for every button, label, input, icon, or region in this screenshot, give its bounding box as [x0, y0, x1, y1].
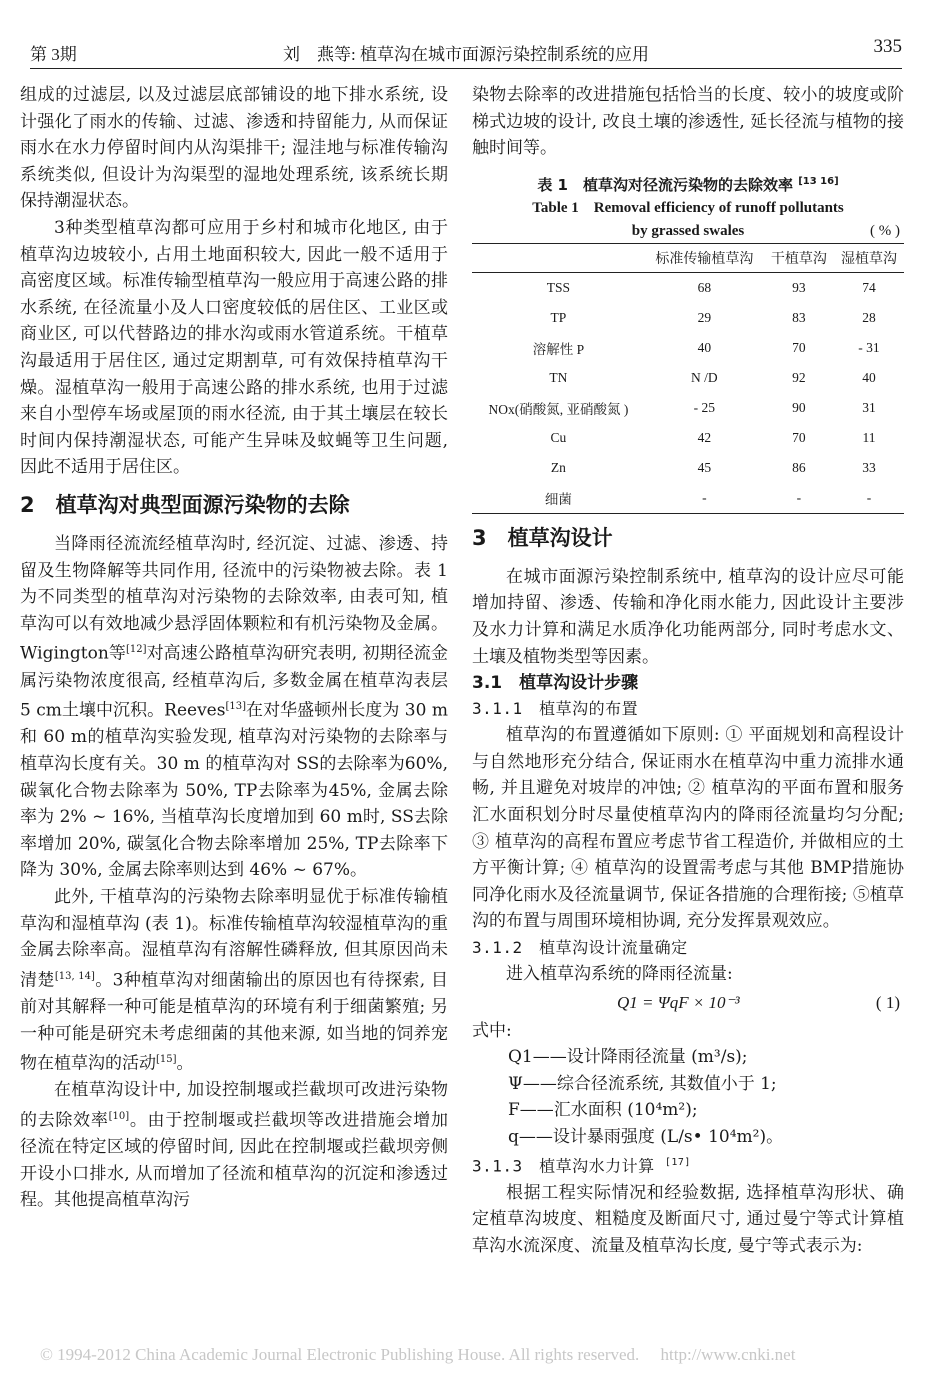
paragraph: 当降雨径流流经植草沟时, 经沉淀、过滤、渗透、持留及生物降解等共同作用, 径流中的污染物被去除。表 1为不同类型的植草沟对污染物的去除效率, 由表可知, 植草沟可以有效地减少悬浮固体颗粒和有机污染物及金属。Wigington等[12]对高速公路植草沟研究表明, 初期径流金属污染物浓度很高, 经植草沟后, 多数金属在植草沟表层 5 cm土壤中沉积。Reeves[13]在对华盛顿州长度为 30 m和 60 m的植草沟实验发现, 植草沟对污染物的去除率与植草沟长度有关。30 m 的植草沟对 SS的去除率为60%, 碳氧化合物去除率为 50%, TP去除率为45%, 金属去除率为 2% ~ 16%, 当植草沟长度增加到 60 m时, SS去除率增加 20%, 碳氢化合物去除率增加 25%, TP去除率下降为 30%, 金属去除率则达到 46% ~ 67%。 — [20, 533, 448, 881]
variable-definition: F——汇水面积 (10⁴m²); — [508, 1100, 698, 1121]
table-header-row — [472, 243, 904, 272]
running-title: 刘 燕等: 植草沟在城市面源污染控制系统的应用 — [283, 45, 649, 64]
table-unit: ( % ) — [870, 222, 900, 239]
citation: [12] — [125, 644, 147, 656]
paragraph: 植草沟的布置遵循如下原则: ① 平面规划和高程设计与自然地形充分结合, 保证雨水在植草沟中重力流排水通畅, 并且避免对坡岸的冲蚀; ② 植草沟的平面布置和服务汇水面积划分时尽量使植草沟内的降雨径流量均匀分配; ③ 植草沟的高程布置应考虑节省工程造价, 并做相应的土方平衡计算; ④ 植草沟的设置需考虑与其他 BMP措施协同净化雨水及径流量调节, 保证各措施的合理衔接; ⑤植草沟的布置与周围环境相协调, 充分发挥景观效应。 — [472, 725, 904, 932]
table-row: TP 29 83 28 — [550, 309, 876, 325]
citation: [15] — [156, 1054, 177, 1066]
variable-definition: q——设计暴雨强度 (L/s• 10⁴m²)。 — [508, 1126, 784, 1147]
table-caption-cn: 表 1 植草沟对径流污染物的去除效率 [13 16] — [537, 175, 839, 194]
right-column — [472, 82, 904, 1260]
removal-efficiency-table — [472, 243, 904, 514]
section-heading: 2 植草沟对典型面源污染物的去除 — [20, 492, 350, 517]
issue-label: 第 3期 — [30, 45, 77, 64]
page-number: 335 — [873, 36, 902, 57]
subsubsection-heading: 3.1.3 植草沟水力计算 [17] — [472, 1156, 691, 1176]
table-row: NOx(硝酸氮, 亚硝酸氮 ) - 25 90 31 — [488, 399, 876, 417]
column-header: 标准传输植草沟 — [655, 250, 754, 267]
citation: [10] — [108, 1111, 130, 1122]
subsubsection-heading: 3.1.2 植草沟设计流量确定 — [472, 937, 688, 957]
paragraph: 根据工程实际情况和经验数据, 选择植草沟形状、确定植草沟坡度、粗糙度及断面尺寸, 通过曼宁等式计算植草沟水流深度、流量及植草沟长度, 曼宁等式表示为: — [472, 1182, 904, 1256]
table-caption-en-2: by grassed swales ( % ) — [472, 219, 904, 243]
table-row: 溶解性 P 40 70 - 31 — [532, 339, 880, 357]
paragraph: 组成的过滤层, 以及过滤层底部铺设的地下排水系统, 设计强化了雨水的传输、过滤、渗透和持留能力, 从而保证雨水在水力停留时间内从沟渠排干; 湿洼地与标准传输沟系统类似, 但设计为沟渠型的湿地处理系统, 该系统长期保持潮湿状态。 — [20, 85, 448, 212]
table-caption-en: Table 1 Removal efficiency of runoff pollutants — [532, 199, 844, 216]
paragraph: 在植草沟设计中, 加设控制堰或拦截坝可改进污染物的去除效率[10]。由于控制堰或拦截坝等改进措施会增加径流在特定区域的停留时间, 因此在控制堰或拦截坝旁侧开设小口排水, 从而增加了径流和植草沟的沉淀和渗透过程。其他提高植草沟污 — [20, 1080, 449, 1211]
copyright-watermark: © 1994-2012 China Academic Journal Electronic Publishing House. All rights reserved. http://www.cnki.net — [40, 1345, 796, 1364]
column-header: 干植草沟 — [770, 250, 827, 267]
where-label: 式中: — [472, 1020, 512, 1041]
equation-number: ( 1) — [875, 992, 900, 1012]
equation-1 — [472, 988, 904, 1018]
left-column — [20, 82, 448, 1214]
equation-expression: Q1 = ΨqF × 10⁻³ — [617, 992, 740, 1012]
variable-definition: Ψ——综合径流系统, 其数值小于 1; — [508, 1073, 777, 1094]
table-row: Zn 45 86 33 — [550, 459, 876, 475]
paragraph: 在城市面源污染控制系统中, 植草沟的设计应尽可能增加持留、渗透、传输和净化雨水能力, 因此设计主要涉及水力计算和满足水质净化功能两部分, 同时考虑水文、土壤及植物类型等因素。 — [472, 566, 904, 667]
running-header — [30, 28, 902, 69]
table-row: TN N /D 92 40 — [549, 369, 876, 385]
citation: [13] — [225, 701, 246, 713]
variable-definition: Q1——设计降雨径流量 (m³/s); — [508, 1047, 748, 1068]
table-row: 细菌 - - - — [472, 483, 904, 514]
paragraph: 3种类型植草沟都可应用于乡村和城市化地区, 由于植草沟边坡较小, 占用土地面积较大, 因此一般不适用于高密度区域。标准传输型植草沟一般应用于高速公路的排水系统, 在径流量小及人口密度较低的居住区、工业区或商业区, 可以代替路边的排水沟或雨水管道系统。干植草沟最适用于居住区, 通过定期割草, 可有效保持植草沟干燥。湿植草沟一般用于高速公路的排水系统, 也用于过滤来自小型停车场或屋顶的雨水径流, 由于其土壤层在较长时间内保持潮湿状态, 可能产生异味及蚊蝇等卫生问题, 因此不适用于居住区。 — [20, 217, 448, 478]
subsubsection-heading: 3.1.1 植草沟的布置 — [472, 699, 639, 719]
section-heading: 3 植草沟设计 — [472, 525, 613, 550]
table-1 — [472, 170, 904, 514]
paragraph: 进入植草沟系统的降雨径流量: — [506, 963, 733, 984]
column-header — [472, 243, 645, 272]
subsection-heading: 3.1 植草沟设计步骤 — [472, 673, 639, 694]
table-row: Cu 42 70 11 — [550, 429, 876, 445]
paragraph: 此外, 干植草沟的污染物去除率明显优于标准传输植草沟和湿植草沟 (表 1)。标准传输植草沟较湿植草沟的重金属去除率高。湿植草沟有溶解性磷释放, 但其原因尚未清楚[13, 14]。3种植草沟对细菌输出的原因也有待探索, 目前对其解释一种可能是植草沟的环境有利于细菌繁殖; 另一种可能是研究未考虑细菌的其他来源, 如当地的饲养宠物在植草沟的活动[15]。 — [20, 886, 449, 1074]
column-header: 湿植草沟 — [840, 250, 897, 267]
citation: [13, 14] — [54, 970, 95, 982]
table-row: TSS 68 93 74 — [546, 279, 876, 295]
paragraph: 染物去除率的改进措施包括恰当的长度、较小的坡度或阶梯式边坡的设计, 改良土壤的渗透性, 延长径流与植物的接触时间等。 — [472, 85, 904, 159]
